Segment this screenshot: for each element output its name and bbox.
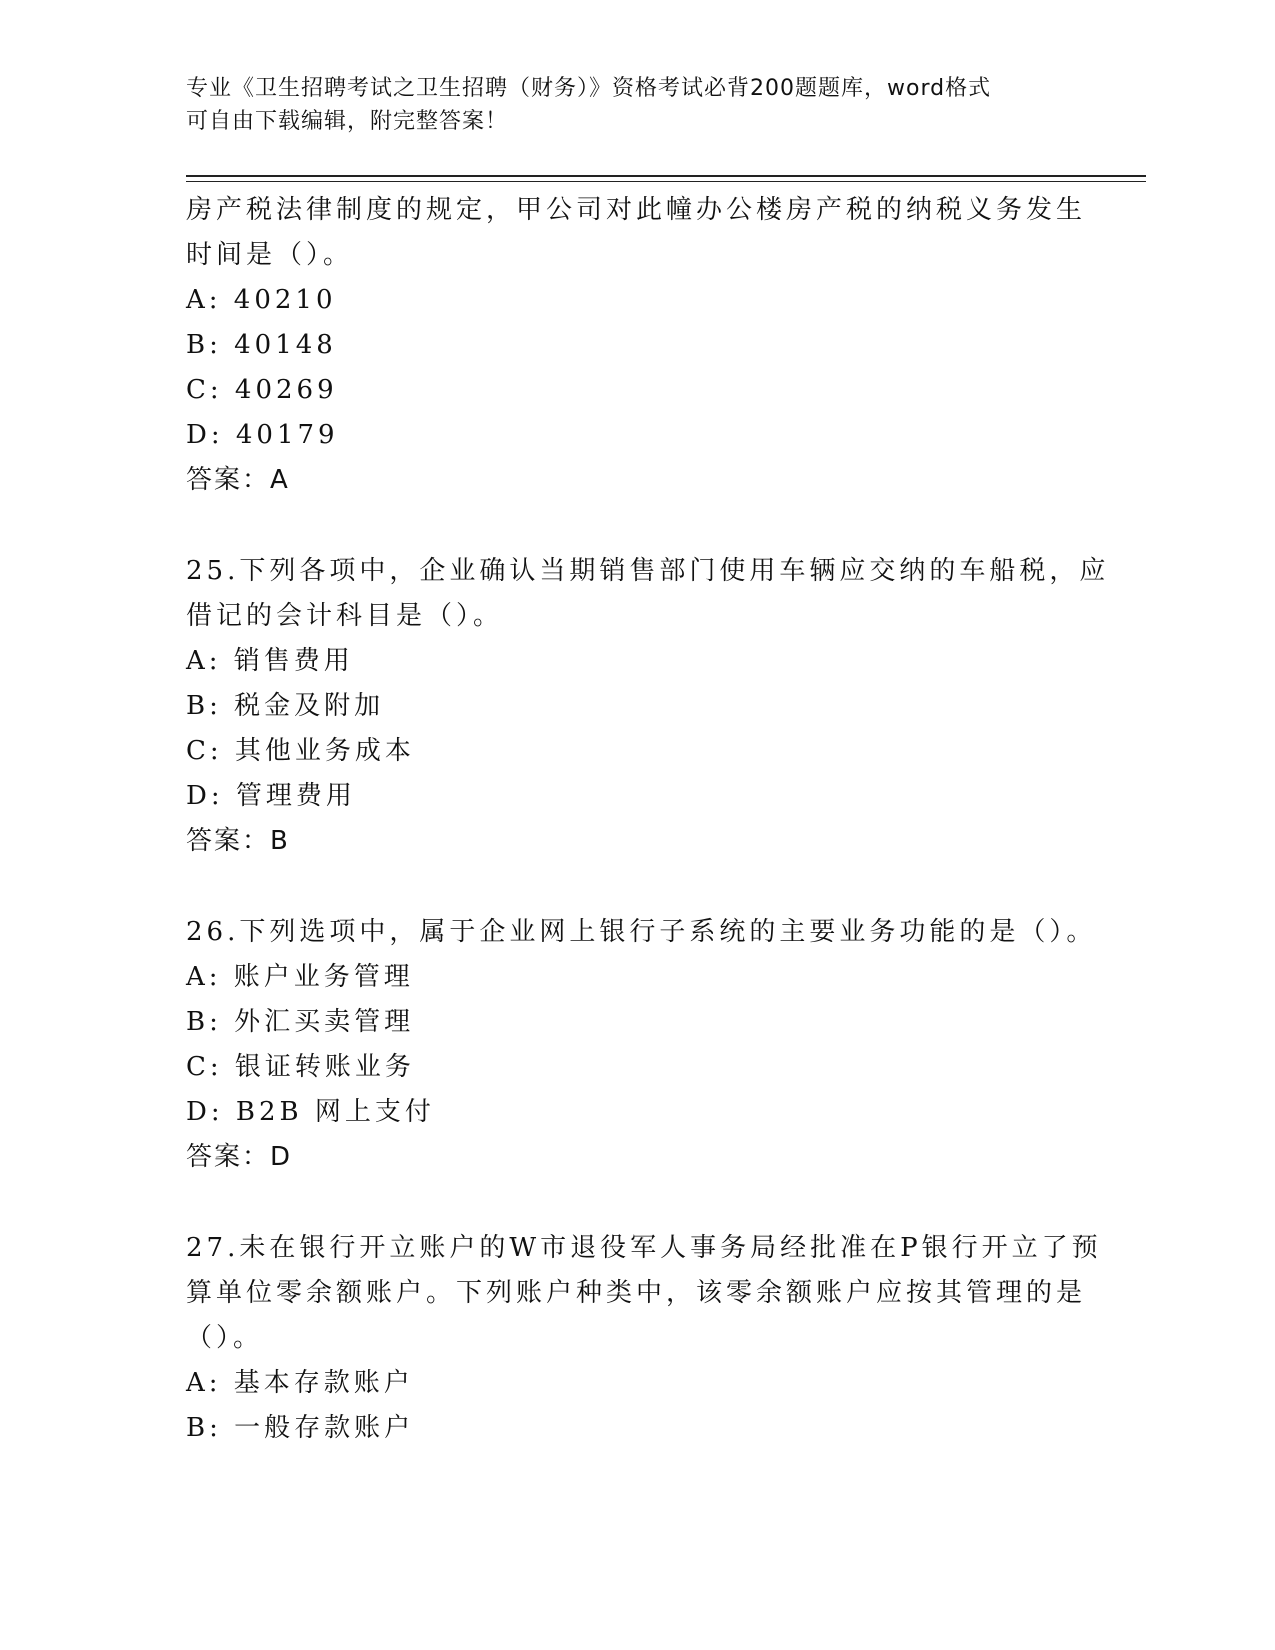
question-stem: （）。 xyxy=(186,1323,264,1353)
question-stem: 借记的会计科目是（）。 xyxy=(186,601,504,631)
question-stem: 27.未在银行开立账户的W市退役军人事务局经批准在P银行开立了预 xyxy=(186,1233,1102,1263)
question-stem: 26.下列选项中，属于企业网上银行子系统的主要业务功能的是（）。 xyxy=(186,917,1097,947)
header-divider xyxy=(186,175,1146,177)
option-b: B: 外汇买卖管理 xyxy=(186,1007,415,1037)
option-a: A: 40210 xyxy=(186,285,337,315)
question-stem: 25.下列各项中，企业确认当期销售部门使用车辆应交纳的车船税，应 xyxy=(186,556,1110,586)
option-b: B: 税金及附加 xyxy=(186,691,385,721)
option-a: A: 账户业务管理 xyxy=(186,962,414,992)
option-b: B: 40148 xyxy=(186,330,337,360)
option-b: B: 一般存款账户 xyxy=(186,1413,415,1443)
option-d: D: 40179 xyxy=(186,420,339,450)
question-26 xyxy=(186,910,1097,1180)
option-c: C: 40269 xyxy=(186,375,338,405)
question-27 xyxy=(186,1226,1102,1451)
answer: 答案：D xyxy=(186,1142,293,1172)
option-d: D: B2B 网上支付 xyxy=(186,1097,435,1127)
answer: 答案：A xyxy=(186,465,290,495)
question-stem: 算单位零余额账户。下列账户种类中，该零余额账户应按其管理的是 xyxy=(186,1278,1087,1308)
option-d: D: 管理费用 xyxy=(186,781,356,811)
question-25 xyxy=(186,549,1110,864)
question-stem: 时间是（）。 xyxy=(186,240,354,270)
header-line-1: 专业《卫生招聘考试之卫生招聘（财务）》资格考试必背200题题库，word格式 xyxy=(186,76,992,101)
header-line-2: 可自由下载编辑，附完整答案！ xyxy=(186,109,509,134)
question-stem: 房产税法律制度的规定，甲公司对此幢办公楼房产税的纳税义务发生 xyxy=(186,195,1087,225)
answer: 答案：B xyxy=(186,826,290,856)
question-24 xyxy=(186,188,1086,503)
option-a: A: 基本存款账户 xyxy=(186,1368,414,1398)
question-list xyxy=(186,188,1110,1451)
header-divider-thin xyxy=(186,181,1146,182)
document-header xyxy=(186,72,1086,138)
option-c: C: 银证转账业务 xyxy=(186,1052,415,1082)
option-c: C: 其他业务成本 xyxy=(186,736,415,766)
option-a: A: 销售费用 xyxy=(186,646,354,676)
